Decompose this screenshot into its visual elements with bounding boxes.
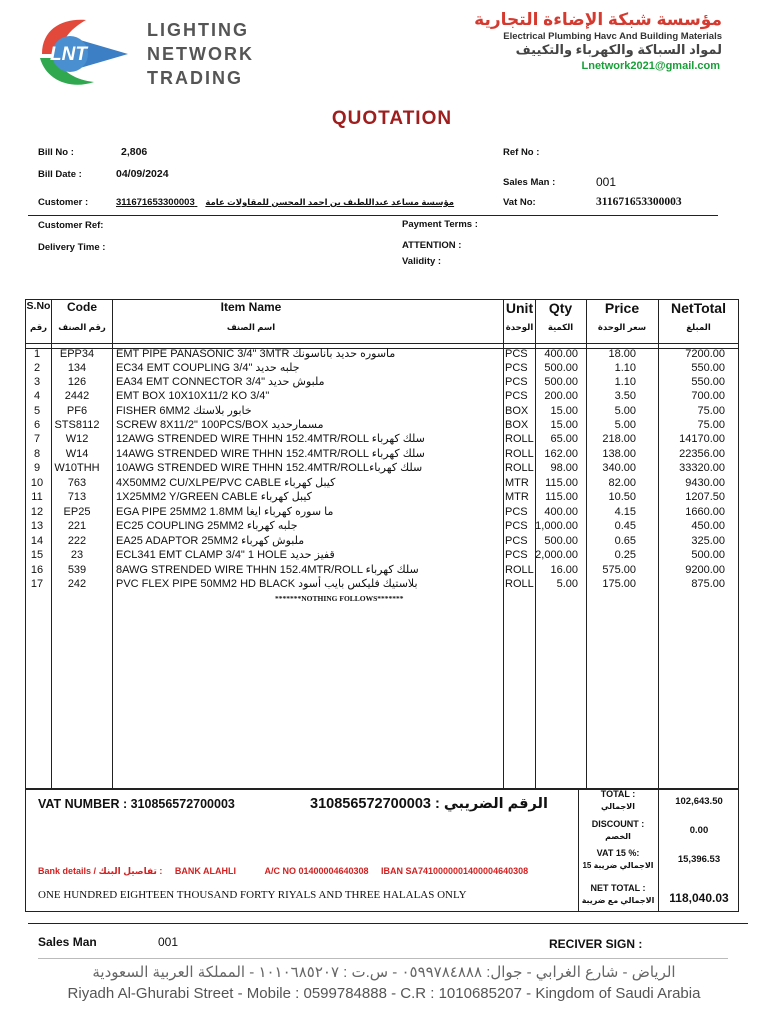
- customer-value: 311671653300003 مؤسسة مساعد عبداللطيف بن احمد المحسن للمقاولات عامة: [116, 197, 455, 208]
- cell-qty: 500.00: [544, 362, 578, 374]
- bill-no-value: 2,806: [121, 146, 148, 158]
- cell-qty: 98.00: [550, 462, 578, 474]
- cell-code: 221: [67, 520, 87, 532]
- table-row: [28, 535, 738, 547]
- summary-col-line-2: [658, 789, 659, 912]
- cell-price: 575.00: [602, 564, 636, 576]
- cell-code: EPP34: [59, 348, 95, 360]
- cell-code: 126: [67, 376, 87, 388]
- col-header-price: Price: [604, 300, 640, 316]
- cell-sno: 16: [30, 564, 44, 576]
- cell-total: 1660.00: [685, 506, 725, 518]
- cell-total: 325.00: [691, 535, 725, 547]
- cell-name: 10AWG STRENDED WIRE THHN 152.4MTR/ROLLسلك كهرباء: [116, 462, 423, 474]
- cell-unit: BOX: [505, 419, 529, 431]
- ref-no-label: Ref No :: [503, 147, 540, 158]
- cell-name: PVC FLEX PIPE 50MM2 HD BLACK بلاستيك فليكس بايب أسود: [116, 578, 418, 590]
- table-row: [28, 390, 738, 402]
- cell-price: 1.10: [614, 362, 636, 374]
- table-row: [28, 433, 738, 445]
- cell-code: 2442: [64, 390, 90, 402]
- sales-man-label: Sales Man :: [503, 177, 556, 188]
- cell-price: 4.15: [614, 506, 636, 518]
- cell-code: STS8112: [54, 419, 100, 431]
- cell-sno: 9: [33, 462, 41, 474]
- cell-name: 14AWG STRENDED WIRE THHN 152.4MTR/ROLL سلك كهرباء: [116, 448, 425, 460]
- footer-address-en: Riyadh Al-Ghurabi Street - Mobile : 0599784888 - C.R : 1010685207 - Kingdom of Saudi Arabia: [67, 985, 701, 1002]
- cell-sno: 2: [33, 362, 41, 374]
- col-header-qty: Qty: [548, 300, 573, 316]
- col-header-code-ar: رقم الصنف: [58, 322, 106, 332]
- cell-total: 9430.00: [685, 477, 725, 489]
- cell-total: 75.00: [697, 419, 725, 431]
- cell-qty: 65.00: [550, 433, 578, 445]
- table-row: [28, 549, 738, 561]
- cell-code: 713: [67, 491, 87, 503]
- cell-unit: ROLL: [505, 448, 534, 460]
- validity-label: Validity :: [402, 256, 442, 267]
- cell-qty: 500.00: [544, 376, 578, 388]
- cell-total: 22356.00: [679, 448, 725, 460]
- sales-man-value: 001: [596, 175, 617, 189]
- cell-price: 3.50: [614, 390, 636, 402]
- cell-price: 0.65: [614, 535, 636, 547]
- cell-name: EC34 EMT COUPLING 3/4" جلبه حديد: [116, 362, 300, 374]
- cell-price: 340.00: [602, 462, 636, 474]
- cell-qty: 400.00: [544, 348, 578, 360]
- vat-number-ar: الرقم الضريبي : 310856572700003: [310, 796, 548, 812]
- table-row: [28, 448, 738, 460]
- cell-price: 5.00: [614, 405, 636, 417]
- col-header-sno: S.No: [26, 300, 51, 312]
- cell-code: W10THH: [54, 462, 100, 474]
- cell-sno: 14: [30, 535, 44, 547]
- cell-code: 242: [67, 578, 87, 590]
- meta-divider: [28, 215, 718, 216]
- cell-code: W14: [65, 448, 89, 460]
- customer-ref-label: Customer Ref:: [38, 220, 104, 231]
- cell-name: FISHER 6MM2 خابور بلاستك: [116, 405, 252, 417]
- cell-code: 134: [67, 362, 87, 374]
- cell-code: 763: [67, 477, 87, 489]
- cell-qty: 2,000.00: [535, 549, 578, 561]
- cell-unit: MTR: [505, 477, 529, 489]
- cell-code: 539: [67, 564, 87, 576]
- cell-code: 23: [70, 549, 84, 561]
- cell-qty: 15.00: [550, 405, 578, 417]
- signoff-divider: [28, 923, 748, 924]
- cell-unit: PCS: [505, 376, 528, 388]
- payment-terms-label: Payment Terms :: [402, 219, 478, 230]
- cell-unit: PCS: [505, 549, 528, 561]
- table-header-divider: [25, 343, 739, 344]
- footer-divider: [38, 958, 728, 959]
- cell-total: 14170.00: [679, 433, 725, 445]
- table-row: [28, 376, 738, 388]
- table-row: [28, 419, 738, 431]
- cell-price: 0.45: [614, 520, 636, 532]
- nothing-follows-note: *******NOTHING FOLLOWS*******: [275, 594, 404, 603]
- cell-qty: 200.00: [544, 390, 578, 402]
- cell-qty: 162.00: [544, 448, 578, 460]
- vat-number-en: VAT NUMBER : 310856572700003: [38, 797, 235, 811]
- cell-total: 450.00: [691, 520, 725, 532]
- cell-code: W12: [65, 433, 89, 445]
- discount-value: 0.00: [689, 825, 709, 836]
- cell-name: EC25 COUPLING 25MM2 جلبه كهرباء: [116, 520, 298, 532]
- company-description-ar: لمواد السباكة والكهرباء والتكييف: [515, 42, 722, 57]
- cell-qty: 400.00: [544, 506, 578, 518]
- customer-label: Customer :: [38, 197, 89, 208]
- cell-name: EA25 ADAPTOR 25MM2 ملبوش كهرباء: [116, 535, 305, 547]
- bill-no-label: Bill No :: [38, 147, 74, 158]
- table-row: [28, 477, 738, 489]
- col-header-unit-ar: الوحدة: [505, 322, 534, 332]
- cell-total: 7200.00: [685, 348, 725, 360]
- logo-initials: LNT: [50, 44, 87, 65]
- table-row: [28, 348, 738, 360]
- company-logo: [36, 14, 132, 90]
- cell-code: 222: [67, 535, 87, 547]
- col-header-unit: Unit: [505, 300, 534, 316]
- vat-no-value: 311671653300003: [596, 196, 682, 208]
- cell-code: PF6: [66, 405, 88, 417]
- company-name-en: LIGHTING NETWORK TRADING: [147, 20, 254, 88]
- cell-sno: 8: [33, 448, 41, 460]
- cell-name: 12AWG STRENDED WIRE THHN 152.4MTR/ROLL سلك كهرباء: [116, 433, 425, 445]
- cell-total: 550.00: [691, 362, 725, 374]
- cell-sno: 3: [33, 376, 41, 388]
- cell-sno: 11: [31, 491, 43, 503]
- cell-unit: PCS: [505, 390, 528, 402]
- cell-name: SCREW 8X11/2" 100PCS/BOX مسمارحديد: [116, 419, 324, 431]
- bank-details: Bank details / تفاصيل البنك : BANK ALAHLI A/C NO 01400004640308 IBAN SA7410000001400004640308: [38, 866, 529, 876]
- sales-man-footer-label: Sales Man: [38, 935, 97, 949]
- col-header-net-total: NetTotal: [671, 300, 726, 316]
- col-header-sno-ar: رقم: [29, 322, 48, 332]
- table-row: [28, 506, 738, 518]
- cell-unit: ROLL: [505, 578, 534, 590]
- cell-price: 5.00: [614, 419, 636, 431]
- amount-in-words: ONE HUNDRED EIGHTEEN THOUSAND FORTY RIYALS AND THREE HALALAS ONLY: [38, 889, 467, 901]
- cell-sno: 17: [30, 578, 44, 590]
- col-header-net-total-ar: المبلغ: [686, 322, 711, 332]
- cell-unit: PCS: [505, 348, 528, 360]
- cell-unit: ROLL: [505, 564, 534, 576]
- total-label: TOTAL : الاجمالي: [600, 789, 636, 811]
- cell-qty: 5.00: [556, 578, 578, 590]
- cell-sno: 13: [30, 520, 44, 532]
- cell-total: 875.00: [691, 578, 725, 590]
- cell-total: 500.00: [691, 549, 725, 561]
- table-row: [28, 578, 738, 590]
- cell-name: EMT PIPE PANASONIC 3/4" 3MTR ماسوره حديد باناسونك: [116, 348, 396, 360]
- cell-unit: PCS: [505, 506, 528, 518]
- cell-price: 175.00: [602, 578, 636, 590]
- vat-no-label: Vat No:: [503, 197, 536, 208]
- cell-price: 82.00: [608, 477, 636, 489]
- cell-sno: 12: [30, 506, 44, 518]
- cell-name: 4X50MM2 CU/XLPE/PVC CABLE كيبل كهرباء: [116, 477, 336, 489]
- cell-qty: 16.00: [550, 564, 578, 576]
- company-email[interactable]: Lnetwork2021@gmail.com: [581, 60, 720, 72]
- cell-price: 218.00: [602, 433, 636, 445]
- document-title: QUOTATION: [331, 108, 453, 129]
- vat-label: VAT 15 %: الاجمالي ضريبة 15: [582, 848, 654, 870]
- cell-total: 75.00: [697, 405, 725, 417]
- table-row: [28, 362, 738, 374]
- cell-name: EA34 EMT CONNECTOR 3/4" ملبوش حديد: [116, 376, 325, 388]
- cell-unit: ROLL: [505, 462, 534, 474]
- footer-address-ar: الرياض - شارع الغرابي - جوال: ٠٥٩٩٧٨٤٨٨٨ - س.ت : ١٠١٠٦٨٥٢٠٧ - المملكة العربية السعودية: [92, 964, 676, 981]
- cell-name: 1X25MM2 Y/GREEN CABLE كيبل كهرباء: [116, 491, 312, 503]
- cell-qty: 500.00: [544, 535, 578, 547]
- cell-sno: 6: [33, 419, 41, 431]
- cell-qty: 15.00: [550, 419, 578, 431]
- cell-sno: 7: [33, 433, 41, 445]
- vat-value: 15,396.53: [677, 854, 721, 865]
- total-value: 102,643.50: [675, 796, 723, 807]
- bill-date-value: 04/09/2024: [116, 168, 169, 180]
- discount-label: DISCOUNT : الخصم: [591, 819, 645, 841]
- cell-qty: 1,000.00: [535, 520, 578, 532]
- cell-unit: BOX: [505, 405, 529, 417]
- cell-name: EMT BOX 10X10X11/2 KO 3/4": [116, 390, 270, 402]
- cell-price: 18.00: [608, 348, 636, 360]
- delivery-time-label: Delivery Time :: [38, 242, 106, 253]
- table-row: [28, 405, 738, 417]
- company-description-en: Electrical Plumbing Havc And Building Materials: [503, 31, 722, 42]
- cell-total: 550.00: [691, 376, 725, 388]
- cell-price: 1.10: [614, 376, 636, 388]
- cell-total: 9200.00: [685, 564, 725, 576]
- col-header-item-name: Item Name: [220, 300, 282, 314]
- cell-unit: PCS: [505, 520, 528, 532]
- cell-name: EGA PIPE 25MM2 1.8MM ما سوره كهرباء ايغا: [116, 506, 334, 518]
- cell-unit: ROLL: [505, 433, 534, 445]
- table-row: [28, 462, 738, 474]
- net-total-label: NET TOTAL : الاجمالي مع ضريبة: [581, 883, 655, 905]
- cell-name: ECL341 EMT CLAMP 3/4" 1 HOLE قفيز حديد: [116, 549, 335, 561]
- col-header-price-ar: سعر الوحدة: [597, 322, 647, 332]
- cell-unit: PCS: [505, 535, 528, 547]
- net-total-value: 118,040.03: [669, 891, 729, 905]
- col-header-qty-ar: الكمية: [547, 322, 574, 332]
- receiver-sign-label: RECIVER SIGN :: [549, 937, 643, 951]
- cell-qty: 115.00: [545, 477, 578, 489]
- cell-sno: 1: [33, 348, 41, 360]
- cell-total: 700.00: [691, 390, 725, 402]
- bill-date-label: Bill Date :: [38, 169, 82, 180]
- table-row: [28, 491, 738, 503]
- cell-code: EP25: [63, 506, 91, 518]
- table-row: [28, 520, 738, 532]
- attention-label: ATTENTION :: [402, 240, 462, 251]
- cell-sno: 10: [30, 477, 44, 489]
- cell-name: 8AWG STRENDED WIRE THHN 152.4MTR/ROLL سلك كهرباء: [116, 564, 419, 576]
- company-name-ar: مؤسسة شبكة الإضاءة التجارية: [474, 10, 722, 29]
- cell-price: 138.00: [602, 448, 636, 460]
- cell-sno: 4: [33, 390, 41, 402]
- cell-sno: 15: [30, 549, 44, 561]
- cell-unit: MTR: [505, 491, 529, 503]
- cell-total: 33320.00: [679, 462, 725, 474]
- table-row: [28, 564, 738, 576]
- cell-total: 1207.50: [685, 491, 725, 503]
- sales-man-footer-value: 001: [158, 935, 179, 949]
- col-header-code: Code: [67, 300, 97, 314]
- col-header-item-name-ar: اسم الصنف: [226, 322, 276, 332]
- cell-qty: 115.00: [545, 491, 578, 503]
- cell-price: 10.50: [608, 491, 636, 503]
- cell-sno: 5: [33, 405, 41, 417]
- cell-unit: PCS: [505, 362, 528, 374]
- cell-price: 0.25: [614, 549, 636, 561]
